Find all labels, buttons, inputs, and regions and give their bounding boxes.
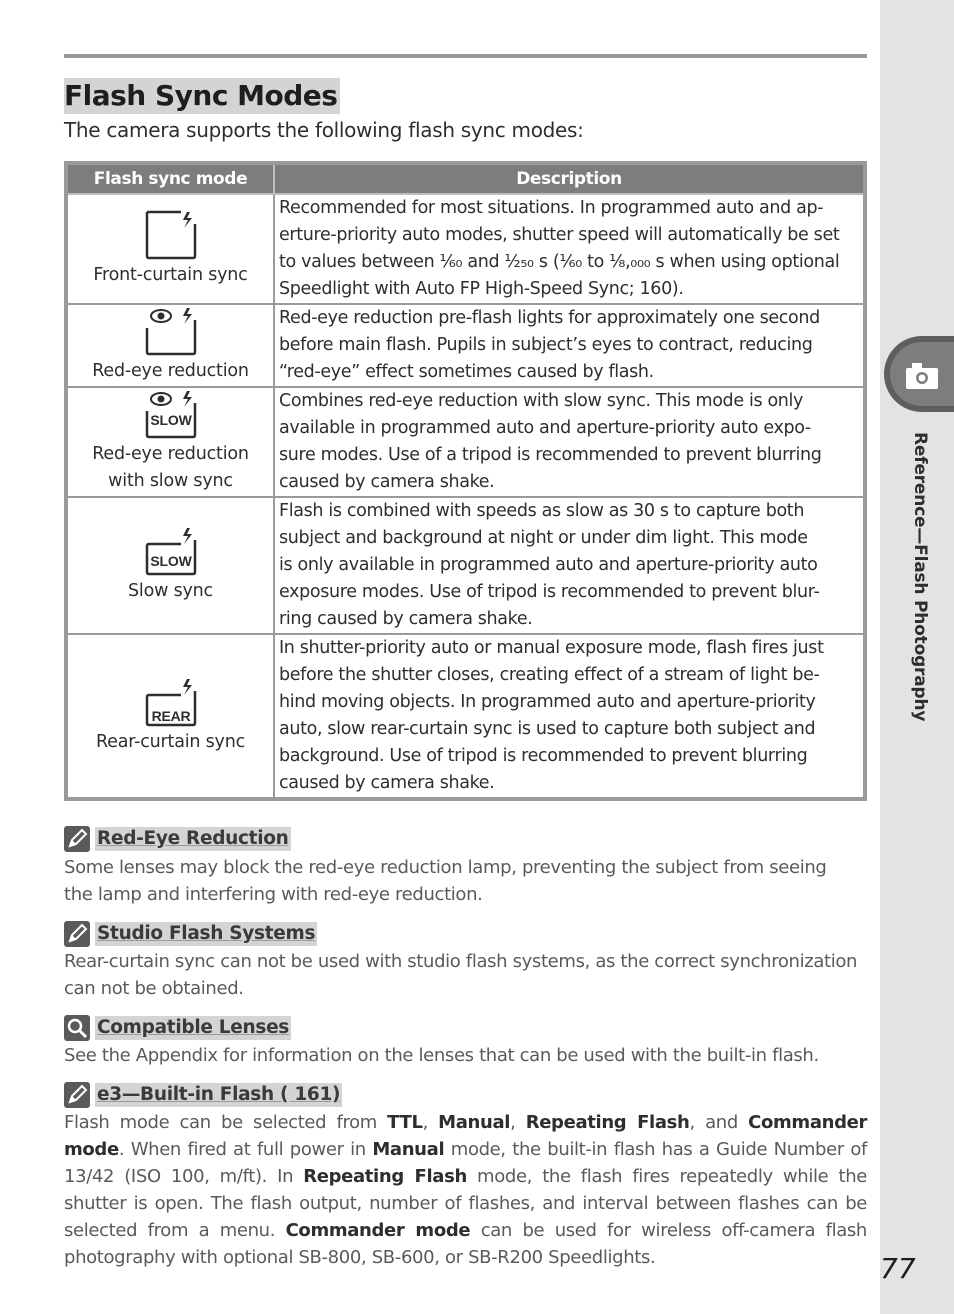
svg-text:SLOW: SLOW — [149, 412, 192, 428]
page-title: Flash Sync Modes — [64, 78, 340, 114]
camera-icon — [890, 342, 954, 406]
red-eye-slow-flash-icon — [143, 389, 199, 439]
intro-text: The camera supports the following flash sync modes: — [64, 118, 584, 142]
note-body — [64, 948, 867, 1002]
note-title: Compatible Lenses — [97, 1017, 290, 1038]
section-label: Reference—Flash Photography — [910, 432, 930, 722]
column-header-description: Description — [274, 163, 865, 194]
description-line: subject and background at night or under dim light. This mode — [279, 528, 808, 548]
note-heading-e3-built-in-flash — [64, 1082, 342, 1108]
table-row — [66, 304, 865, 387]
text-run: mode, the built-in flash has a Guide Number of 13/42 (ISO 100, m/ft). In — [64, 1139, 868, 1187]
red-eye-flash-icon — [143, 306, 199, 356]
description-line: exposure modes. Use of tripod is recommended to prevent blur- — [279, 582, 820, 602]
top-rule — [64, 54, 867, 58]
description-line: caused by camera shake. — [279, 773, 495, 793]
text-run: . When fired at full power in — [118, 1139, 373, 1160]
note-title: Studio Flash Systems — [97, 923, 316, 944]
flash-sync-table — [64, 161, 867, 801]
mode-label: Slow sync — [128, 581, 213, 601]
e3-body — [64, 1109, 867, 1271]
text-run-bold: Manual — [372, 1139, 445, 1160]
note-body-line: the lamp and interfering with red-eye reduction. — [64, 884, 483, 905]
description-line: background. Use of tripod is recommended to prevent blurring — [279, 746, 808, 766]
mode-cell — [66, 304, 274, 387]
description-line: available in programmed auto and aperture-priority auto expo- — [279, 418, 811, 438]
slow-sync-flash-icon — [143, 526, 199, 576]
column-header-mode: Flash sync mode — [66, 163, 274, 194]
table-row — [66, 497, 865, 634]
description-line: “red-eye” effect sometimes caused by flash. — [279, 362, 654, 382]
section-tab-inner — [890, 342, 954, 406]
note-body-line: Some lenses may block the red-eye reduction lamp, preventing the subject from seeing — [64, 857, 827, 878]
page-number: 77 — [880, 1252, 916, 1285]
mode-cell — [66, 497, 274, 634]
description-line: before the shutter closes, creating effect of a stream of light be- — [279, 665, 820, 685]
description-line: to values between ¹⁄₆₀ and ¹⁄₂₅₀ s (¹⁄₆₀ to ¹⁄₈,₀₀₀ s when using optional — [279, 252, 840, 272]
magnifier-note-icon — [64, 1015, 90, 1041]
text-run: , and — [689, 1112, 749, 1133]
description-cell — [274, 634, 865, 799]
mode-label: Red-eye reduction — [92, 444, 249, 464]
text-run: mode, the flash fires repeatedly while the shutter is open. The flash output, number of flashes, and interval between flashes can be selected from a menu. — [64, 1166, 867, 1241]
text-run: , — [422, 1112, 439, 1133]
pencil-note-icon — [64, 921, 90, 947]
description-line: erture-priority auto modes, shutter speed will automatically be set — [279, 225, 840, 245]
note-title: e3—Built-in Flash ( 161) — [97, 1084, 341, 1105]
svg-text:REAR: REAR — [151, 707, 190, 724]
svg-text:SLOW: SLOW — [149, 553, 192, 569]
text-run-bold: Commander mode — [285, 1220, 471, 1241]
mode-label: Front-curtain sync — [93, 264, 248, 285]
mode-label-line2: with slow sync — [108, 471, 233, 491]
description-line: Recommended for most situations. In programmed auto and ap- — [279, 198, 824, 218]
note-body — [64, 854, 867, 908]
note-heading-red-eye — [64, 826, 291, 852]
text-run: can be used for wireless off-camera flash photography with optional SB-800, SB-600, or SB-R200 Speedlights. — [64, 1220, 867, 1268]
mode-cell — [66, 634, 274, 799]
note-body-line: Rear-curtain sync can not be used with studio flash systems, as the correct synchronization — [64, 951, 858, 972]
table-row — [66, 194, 865, 304]
table-row — [66, 634, 865, 799]
description-line: caused by camera shake. — [279, 472, 495, 492]
description-line: is only available in programmed auto and aperture-priority auto — [279, 555, 818, 575]
text-run-bold: Manual — [438, 1112, 511, 1133]
description-line: before main flash. Pupils in subject’s eyes to contract, reducing — [279, 335, 813, 355]
note-body — [64, 1042, 867, 1069]
note-body-line: can not be obtained. — [64, 978, 244, 999]
description-cell — [274, 497, 865, 634]
note-body-line: See the Appendix for information on the lenses that can be used with the built-in flash. — [64, 1045, 819, 1066]
text-run: Flash mode can be selected from — [64, 1112, 388, 1133]
description-line: Combines red-eye reduction with slow sync. This mode is only — [279, 391, 804, 411]
pencil-note-icon — [64, 826, 90, 852]
description-cell — [274, 194, 865, 304]
mode-label: Rear-curtain sync — [95, 731, 246, 752]
front-curtain-flash-icon — [143, 210, 199, 260]
description-line: Speedlight with Auto FP High-Speed Sync; 160). — [279, 279, 684, 299]
description-line: hind moving objects. In programmed auto and aperture-priority — [279, 692, 816, 712]
description-cell — [274, 387, 865, 497]
section-tab — [884, 336, 954, 412]
note-heading-studio-flash — [64, 921, 317, 947]
description-line: auto, slow rear-curtain sync is used to capture both subject and — [279, 719, 816, 739]
description-line: Red-eye reduction pre-flash lights for approximately one second — [279, 308, 820, 328]
mode-label: Red-eye reduction — [92, 361, 249, 381]
note-title: Red-Eye Reduction — [97, 828, 289, 849]
note-heading-compatible-lenses — [64, 1015, 291, 1041]
mode-cell — [66, 194, 274, 304]
rear-curtain-flash-icon — [143, 677, 199, 727]
text-run: , — [510, 1112, 526, 1133]
table-row — [66, 387, 865, 497]
text-run-bold: Repeating Flash — [525, 1112, 690, 1133]
description-line: ring caused by camera shake. — [279, 609, 533, 629]
text-run-bold: Commander mode — [64, 1112, 867, 1160]
description-line: sure modes. Use of a tripod is recommended to prevent blurring — [279, 445, 822, 465]
pencil-note-icon — [64, 1082, 90, 1108]
mode-cell — [66, 387, 274, 497]
description-line: Flash is combined with speeds as slow as 30 s to capture both — [279, 501, 805, 521]
text-run-bold: TTL — [387, 1112, 423, 1133]
description-line: In shutter-priority auto or manual exposure mode, flash fires just — [279, 638, 824, 658]
text-run-bold: Repeating Flash — [303, 1166, 467, 1187]
description-cell — [274, 304, 865, 387]
